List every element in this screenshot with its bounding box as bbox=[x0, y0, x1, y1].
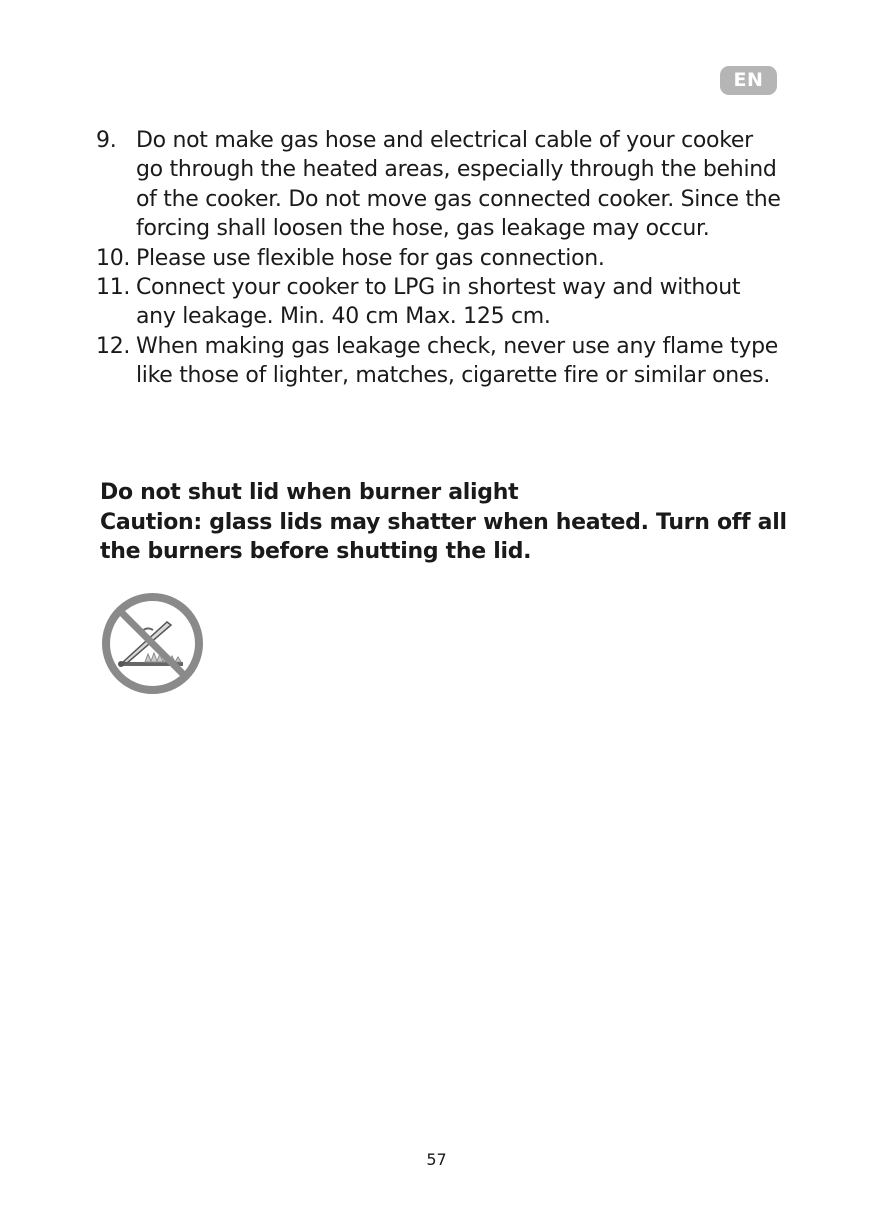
list-item bbox=[96, 126, 786, 244]
list-item-text: When making gas leakage check, never use any flame type like those of lighter, matches, cigarette fire or similar ones. bbox=[136, 333, 778, 389]
no-lid-shutting-icon bbox=[101, 592, 204, 695]
page-number: 57 bbox=[426, 1150, 447, 1169]
list-item bbox=[96, 273, 786, 332]
list-item-text: Do not make gas hose and electrical cable of your cooker go through the heated areas, especially through the behind of the cooker. Do not move gas connected cooker. Since the forcing shall loosen the hose, gas leakage may occur. bbox=[136, 128, 781, 242]
warning-title: Do not shut lid when burner alight bbox=[100, 480, 519, 505]
safety-instructions-list bbox=[96, 126, 786, 391]
list-item-number: 9. bbox=[96, 128, 117, 153]
lid-warning bbox=[100, 478, 790, 567]
list-item bbox=[96, 244, 786, 273]
warning-caution: Caution: glass lids may shatter when heated. Turn off all the burners before shutting the lid. bbox=[100, 509, 787, 564]
list-item bbox=[96, 332, 786, 391]
language-badge: EN bbox=[720, 66, 777, 95]
list-item-number: 11. bbox=[96, 275, 131, 301]
list-item-number: 10. bbox=[96, 245, 131, 271]
list-item-text: Connect your cooker to LPG in shortest way and without any leakage. Min. 40 cm Max. 125 cm. bbox=[136, 275, 741, 330]
list-item-text: Please use flexible hose for gas connection. bbox=[136, 245, 605, 271]
list-item-number: 12. bbox=[96, 333, 131, 359]
